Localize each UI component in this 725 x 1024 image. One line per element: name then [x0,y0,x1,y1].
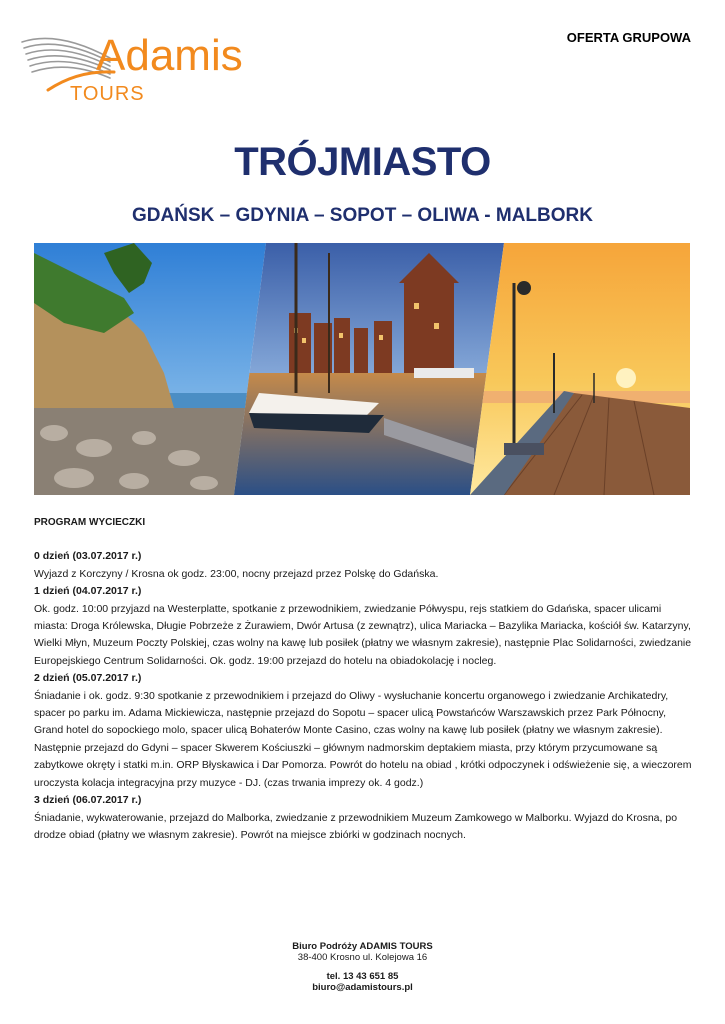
day-1-text: Ok. godz. 10:00 przyjazd na Westerplatte, spotkanie z przewodnikiem, zwiedzanie Półwyspu, rejs statkiem do Gdańska, spacer ulicami miasta: Droga Królewska, Długie Pobrzeże z Żurawiem, Dwór Artusa (z zewnątrz), ulica Mariacka – Bazylika Mariacka, kościół św. Katarzyny, Wielki Młyn, Muzeum Poczty Polskiej, czas wolny na kawę lub posiłek (płatny we własnym zakresie), następnie Plac Solidarności, zwiedzanie Europejskiego Centrum Solidarności. Ok. godz. 19:00 przejazd do hotelu na obiadokolację i nocleg. [34,602,692,667]
footer-company: Biuro Podróży ADAMIS TOURS [292,941,433,952]
banner-photo-collage [34,243,690,495]
gdansk-harbour-photo [234,243,514,495]
company-logo [18,20,273,110]
program-section [34,514,694,844]
footer-email[interactable]: biuro@adamistours.pl [312,982,413,993]
page-subtitle: GDAŃSK – GDYNIA – SOPOT – OLIWA - MALBORK [132,205,593,226]
page-title: TRÓJMIASTO [234,140,491,184]
day-3 [34,792,694,844]
footer [0,941,725,993]
day-2 [34,670,694,792]
day-0-title: 0 dzień (03.07.2017 r.) [34,550,142,563]
day-1-title: 1 dzień (04.07.2017 r.) [34,585,142,598]
day-0 [34,548,694,583]
footer-phone: tel. 13 43 651 85 [326,971,399,982]
day-2-title: 2 dzień (05.07.2017 r.) [34,672,142,685]
sopot-pier-photo [470,243,690,495]
day-2-text: Śniadanie i ok. godz. 9:30 spotkanie z przewodnikiem i przejazd do Oliwy - wysłuchanie koncertu organowego i zwiedzanie Archikatedry, spacer po parku im. Adama Mickiewicza, następnie przejazd do Sopotu – spacer ulicą Powstańców Warszawskich przez Park Północny, Grand hotel do sopockiego molo, spacer ulicą Bohaterów Monte Casino, czas wolny na kawę lub posiłek (płatny we własnym zakresie). Następnie przejazd do Gdyni – spacer Skwerem Kościuszki – głównym nadmorskim deptakiem miasta, przy którym przycumowane są zabytkowe okręty i statki m.in. ORP Błyskawica i Dar Pomorza. Powrót do hotelu na obiad , krótki odpoczynek i odświeżenie się, a wieczorem uroczysta kolacja integracyjna przy muzyce - DJ. (czas trwania imprezy ok. 4 godz.) [34,689,692,789]
offer-label: OFERTA GRUPOWA [566,30,691,45]
day-0-text: Wyjazd z Korczyny / Krosna ok godz. 23:00, nocny przejazd przez Polskę do Gdańska. [34,567,439,580]
day-3-title: 3 dzień (06.07.2017 r.) [34,794,142,807]
day-1 [34,583,694,670]
footer-address: 38-400 Krosno ul. Kolejowa 16 [297,952,428,963]
logo-subtitle: TOURS [70,83,145,105]
day-3-text: Śniadanie, wykwaterowanie, przejazd do Malborka, zwiedzanie z przewodnikiem Muzeum Zamkowego w Malborku. Wyjazd do Krosna, po drodze obiad (płatny we własnym zakresie). Powrót na miejsce zbiórki w godzinach nocnych. [34,811,678,841]
logo-wordmark: Adamis [96,31,243,80]
program-heading: PROGRAM WYCIECZKI [34,517,146,528]
cliff-beach-photo [34,243,274,495]
